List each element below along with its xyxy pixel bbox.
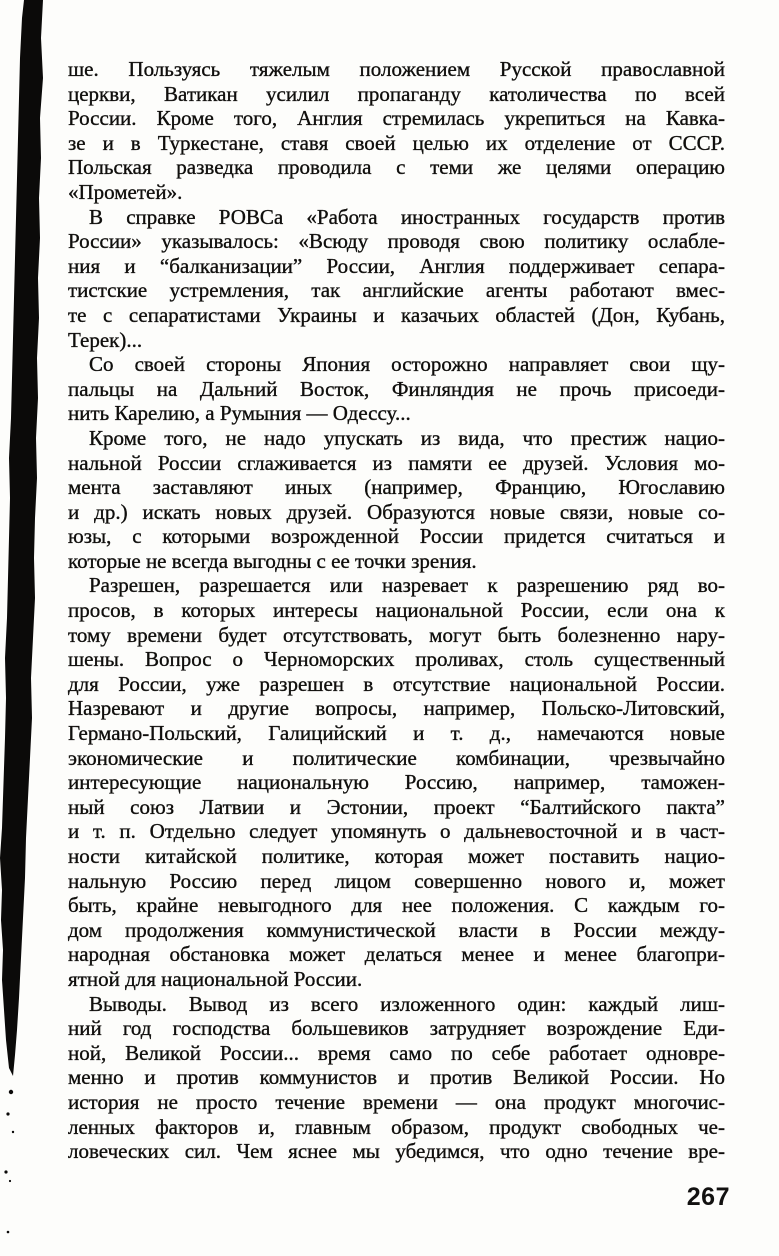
text-line: ленных факторов и, главным образом, продукт свободных че- (68, 1114, 725, 1139)
text-line: менно и против коммунистов и против Великой России. Но (68, 1065, 725, 1090)
text-line: ше. Пользуясь тяжелым положением Русской православной (68, 57, 725, 81)
text-line: «Прометей». (68, 179, 183, 204)
text-line: нальной России сглаживается из памяти ее друзей. Условия мо- (68, 450, 725, 475)
text-block (68, 57, 725, 1164)
paragraph (68, 992, 725, 1164)
text-line: тистские устремления, так английские агенты работают вмес- (68, 278, 725, 303)
text-line: просов, в которых интересы национальной России, если она к (68, 598, 725, 623)
text-line: Разрешен, разрешается или назревает к разрешению ряд во- (89, 573, 725, 598)
text-line: быть, крайне невыгодного для нее положения. С каждым го- (68, 893, 725, 918)
text-line: церкви, Ватикан усилил пропаганду католичества по всей (68, 81, 725, 106)
page-number: 267 (686, 1183, 730, 1211)
text-line: России» указывалось: «Всюду проводя свою политику ослабле- (68, 229, 725, 254)
text-line: шены. Вопрос о Черноморских проливах, столь существенный (68, 647, 725, 672)
text-line: ний год господства большевиков затрудняет возрождение Еди- (68, 1016, 725, 1041)
text-line: ятной для национальной России. (68, 966, 363, 991)
paragraph (68, 352, 725, 426)
text-line: тому времени будет отсутствовать, могут быть болезненно нару- (68, 622, 725, 647)
paragraph (68, 573, 725, 991)
text-line: и др.) искать новых друзей. Образуются новые связи, новые со- (68, 499, 725, 524)
paragraph (68, 426, 725, 574)
text-line: пальцы на Дальний Восток, Финляндия не прочь присоеди- (68, 376, 725, 401)
text-line: народная обстановка может делаться менее и менее благопри- (68, 942, 725, 967)
scan-binding-artifact (0, 0, 60, 1256)
text-line: нить Карелию, а Румыния — Одессу... (68, 401, 411, 426)
text-line: экономические и политические комбинации, чрезвычайно (68, 745, 725, 770)
paragraph (68, 57, 725, 205)
text-line: ловеческих сил. Чем яснее мы убедимся, что одно течение вре- (68, 1139, 725, 1164)
text-line: нальную Россию перед лицом совершенно нового и, может (68, 868, 725, 893)
text-line: интересующие национальную Россию, например, таможен- (68, 770, 725, 795)
text-line: ной, Великой России... время само по себе работает одновре- (68, 1040, 725, 1065)
text-line: Выводы. Вывод из всего изложенного один: каждый лиш- (89, 991, 725, 1016)
text-line: России. Кроме того, Англия стремилась укрепиться на Кавка- (68, 106, 725, 131)
text-line: история не просто течение времени — она продукт многочис- (68, 1089, 725, 1114)
text-line: которые не всегда выгодны с ее точки зрения. (68, 548, 477, 573)
text-line: Назревают и другие вопросы, например, Польско-Литовский, (68, 696, 725, 721)
text-line: те с сепаратистами Украины и казачьих областей (Дон, Кубань, (68, 302, 725, 327)
text-line: мента заставляют иных (например, Францию, Югославию (68, 475, 725, 500)
text-line: ный союз Латвии и Эстонии, проект “Балтийского пакта” (68, 794, 725, 819)
text-line: зе и в Туркестане, ставя своей целью их отделение от СССР. (68, 130, 725, 155)
text-line: ния и “балканизации” России, Англия поддерживает сепара- (68, 253, 725, 278)
text-line: и т. п. Отдельно следует упомянуть о дальневосточной и в част- (68, 819, 725, 844)
text-line: Со своей стороны Япония осторожно направляет свои щу- (89, 352, 725, 377)
paragraph (68, 205, 725, 353)
text-line: Польская разведка проводила с теми же целями операцию (68, 155, 725, 180)
text-line: Германо-Польский, Галицийский и т. д., намечаются новые (68, 721, 725, 746)
text-line: юзы, с которыми возрожденной России придется считаться и (68, 524, 725, 549)
text-line: Терек)... (68, 327, 143, 352)
text-line: В справке РОВСа «Работа иностранных государств против (89, 204, 725, 229)
text-line: для России, уже разрешен в отсутствие национальной России. (68, 671, 725, 696)
text-line: ности китайской политике, которая может поставить нацио- (68, 844, 725, 868)
text-line: дом продолжения коммунистической власти в России между- (68, 917, 725, 942)
text-line: Кроме того, не надо упускать из вида, что престиж нацио- (89, 425, 725, 450)
